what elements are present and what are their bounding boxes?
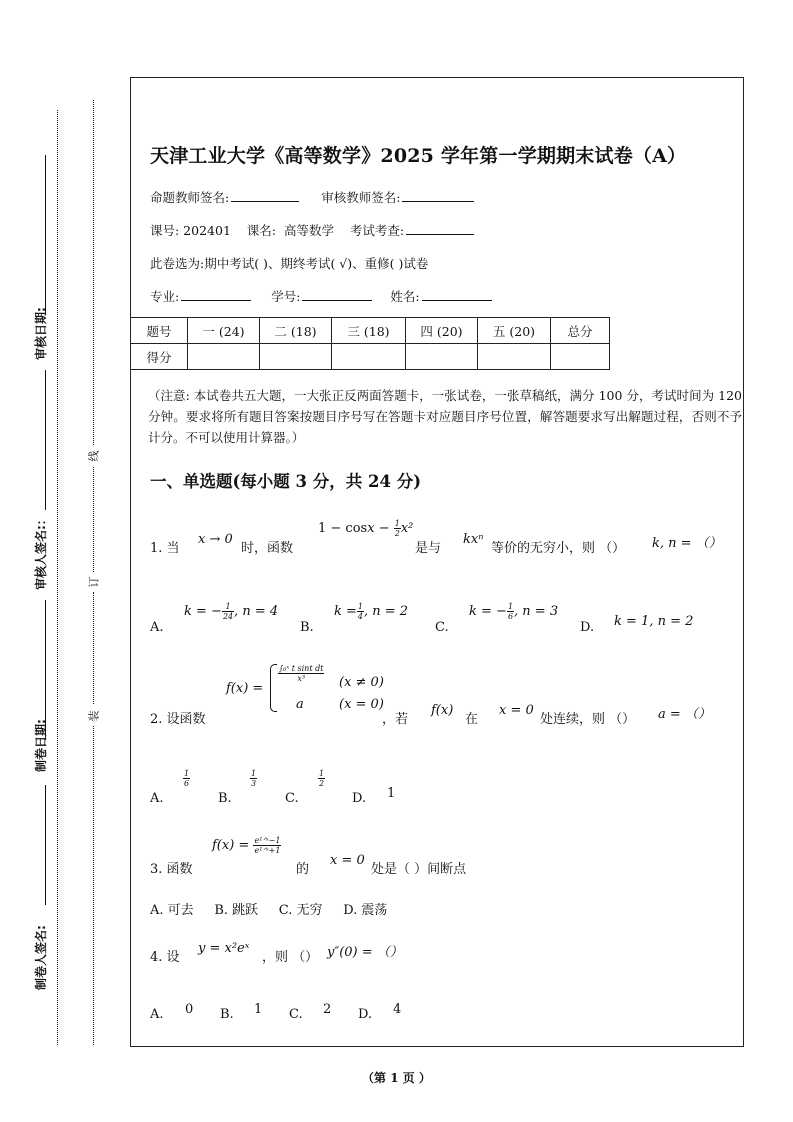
q3-fx: f(x) = — [212, 838, 250, 853]
score-cell: 得分 — [131, 344, 188, 370]
q3-function — [212, 836, 281, 855]
q1-half-den: 2 — [394, 529, 400, 538]
score-input-cell[interactable] — [478, 344, 551, 370]
score-input-cell[interactable] — [551, 344, 610, 370]
score-cell: 三 (18) — [332, 318, 406, 344]
q1-prefix: 1. 当 — [150, 541, 180, 556]
score-table-score-row — [131, 344, 610, 370]
q2-brace — [270, 664, 277, 712]
make-date-label: 制卷日期: — [34, 719, 48, 772]
binding-dotted-line-right-4 — [93, 726, 94, 1045]
binding-char-line: 线 — [87, 450, 101, 462]
student-no-label: 学号: — [271, 289, 301, 304]
q1-a-tail: , n = 4 — [234, 604, 279, 619]
q3-prefix: 3. 函数 — [150, 862, 193, 877]
q4-option-c[interactable]: 2 — [323, 1002, 332, 1017]
q4-option-c-label: C. — [289, 1007, 303, 1022]
q1-b-fraction — [357, 602, 364, 621]
q2-fx2: f(x) — [431, 703, 454, 718]
q4-prefix: 4. 设 — [150, 950, 180, 965]
q2-option-a-label: A. — [150, 791, 164, 806]
q2-a-fraction — [183, 769, 190, 788]
score-input-cell[interactable] — [332, 344, 406, 370]
score-table-header-row — [131, 318, 610, 344]
q3-den: e¹ᐟˣ+1 — [254, 846, 281, 855]
q2-option-b[interactable] — [250, 769, 257, 788]
student-info-line — [150, 287, 492, 305]
q2-option-d-label: D. — [352, 791, 367, 806]
q1-b-den: 4 — [357, 612, 363, 621]
q1-option-c[interactable] — [469, 602, 558, 621]
q3-de: 的 — [296, 862, 310, 877]
q4-option-a[interactable]: 0 — [185, 1002, 194, 1017]
q1-c-fraction — [507, 602, 514, 621]
score-cell: 总分 — [551, 318, 610, 344]
q2-c-num: 1 — [319, 769, 325, 778]
q2-top-cond: (x ≠ 0) — [339, 675, 384, 690]
student-no-blank[interactable] — [302, 288, 372, 301]
q2-ruo: ，若 — [382, 712, 409, 727]
exam-type-line: 此卷选为:期中考试( )、期终考试( √)、重修( )试卷 — [150, 256, 429, 271]
q1-func-part: 1 − cos — [318, 521, 368, 536]
q1-a-fraction — [222, 602, 234, 621]
reviewer-sign-label: 审核人签名:： — [34, 513, 48, 590]
q2-top-den: x³ — [297, 674, 306, 683]
score-table — [130, 317, 610, 370]
q2-option-d[interactable]: 1 — [387, 786, 396, 801]
q1-kxn: kxⁿ — [463, 532, 484, 547]
q1-option-c-label: C. — [435, 620, 449, 635]
q2-option-c[interactable] — [318, 769, 325, 788]
q4-option-b[interactable]: 1 — [254, 1002, 263, 1017]
q1-c-tail: , n = 3 — [514, 604, 559, 619]
exam-type-blank[interactable] — [406, 222, 474, 235]
q2-option-a[interactable] — [183, 769, 190, 788]
q2-a-num: 1 — [184, 769, 190, 778]
binding-solid-line-top — [45, 155, 46, 315]
q4-option-d[interactable]: 4 — [393, 1002, 402, 1017]
checker-label: 审核教师签名: — [321, 190, 401, 205]
q4-mid: ，则 （） — [262, 950, 319, 965]
exam-title: 天津工业大学《高等数学》2025 学年第一学期期末试卷（A） — [150, 145, 687, 167]
q2-top-fraction — [278, 664, 324, 683]
major-blank[interactable] — [181, 288, 251, 301]
q4-ask: y″(0) = （） — [327, 945, 403, 960]
q2-b-num: 1 — [251, 769, 257, 778]
q1-c-den: 6 — [507, 612, 514, 621]
q1-mid3: 等价的无穷小，则 （） — [491, 541, 626, 556]
name-blank[interactable] — [422, 288, 492, 301]
section-1-heading: 一、单选题(每小题 3 分，共 24 分) — [150, 472, 422, 491]
q1-func-var: x — [367, 521, 375, 536]
q2-c-den: 2 — [319, 779, 325, 788]
q1-half-fraction — [394, 519, 401, 538]
q1-option-b-label: B. — [300, 620, 314, 635]
binding-char-ding: 订 — [87, 576, 101, 588]
q1-func-x2: x² — [400, 521, 414, 536]
q2-x0: x = 0 — [499, 703, 534, 718]
name-label: 姓名: — [390, 289, 420, 304]
q4-option-d-label: D. — [358, 1007, 373, 1022]
major-label: 专业: — [150, 289, 180, 304]
binding-dotted-line-left — [57, 110, 58, 1045]
q2-a-den: 6 — [184, 779, 190, 788]
binding-solid-line-4 — [45, 785, 46, 905]
checker-sign-blank[interactable] — [402, 189, 474, 202]
q1-option-d-label: D. — [580, 620, 595, 635]
q1-option-d[interactable]: k = 1, n = 2 — [614, 614, 694, 629]
course-info: 课号: 202401 课名: 高等数学 考试考查: — [150, 223, 405, 238]
q2-b-fraction — [250, 769, 257, 788]
q3-options[interactable]: A. 可去 B. 跳跃 C. 无穷 D. 震荡 — [150, 903, 388, 918]
q1-function — [318, 519, 413, 538]
q1-func-minus: − — [374, 521, 394, 536]
binding-dotted-line-right-3 — [93, 592, 94, 704]
binding-solid-line-2 — [45, 370, 46, 510]
q1-mid2: 是与 — [415, 541, 442, 556]
q3-tail: 处是（ ）间断点 — [371, 862, 467, 877]
q2-top-expr — [278, 664, 324, 683]
q1-option-b[interactable] — [334, 602, 408, 621]
q1-a-num: 1 — [222, 602, 234, 612]
q2-tail: 处连续，则 （） — [540, 712, 636, 727]
q2-option-b-label: B. — [218, 791, 232, 806]
binding-char-zhuang: 装 — [87, 710, 101, 722]
q2-prefix: 2. 设函数 — [150, 712, 206, 727]
score-cell: 四 (20) — [406, 318, 478, 344]
q1-mid1: 时，函数 — [241, 541, 294, 556]
q1-option-a[interactable] — [184, 602, 278, 621]
q2-ask: a = （） — [658, 707, 711, 722]
q4-option-b-label: B. — [220, 1007, 234, 1022]
q1-half-num: 1 — [394, 519, 400, 528]
score-cell: 一 (24) — [188, 318, 260, 344]
q1-a-den: 24 — [222, 612, 234, 621]
q1-b-num: 1 — [357, 602, 363, 611]
q3-x0: x = 0 — [330, 853, 365, 868]
q1-c-math: k = − — [469, 604, 507, 619]
q1-ask: k, n = （） — [652, 536, 722, 551]
q2-bottom-val: a — [296, 697, 304, 712]
proposer-label: 命题教师签名: — [150, 190, 230, 205]
q2-b-den: 3 — [251, 779, 257, 788]
proposer-line — [150, 188, 474, 206]
q1-a-math: k = − — [184, 604, 222, 619]
score-cell: 题号 — [131, 318, 188, 344]
q1-condition: x → 0 — [198, 532, 233, 547]
exam-notice: （注意: 本试卷共五大题，一大张正反两面答题卡，一张试卷，一张草稿纸，满分 100 分，考试时间为 120 分钟。要求将所有题目答案按题目序号写在答题卡对应题目序号位置，解答题要求写出解题过程，否则不予计分。不可以使用计算器。） — [148, 388, 742, 445]
q1-c-num: 1 — [507, 602, 514, 611]
q3-fraction — [253, 836, 281, 855]
q1-option-a-label: A. — [150, 620, 164, 635]
score-cell: 五 (20) — [478, 318, 551, 344]
proposer-sign-blank[interactable] — [231, 189, 299, 202]
q2-top-num: ∫₀ˣ t sint dt — [279, 664, 324, 673]
page-number: （第 1 页 ） — [362, 1071, 431, 1085]
binding-dotted-line-right — [93, 100, 94, 445]
course-line — [150, 221, 474, 239]
maker-sign-label: 制卷人签名: — [34, 925, 48, 990]
score-cell: 二 (18) — [260, 318, 332, 344]
q2-c-fraction — [318, 769, 325, 788]
binding-dotted-line-right-2 — [93, 467, 94, 572]
q4-option-a-label: A. — [150, 1007, 164, 1022]
q1-b-tail: , n = 2 — [364, 604, 409, 619]
q2-fx: f(x) = — [226, 681, 264, 696]
score-input-cell[interactable] — [406, 344, 478, 370]
review-date-label: 审核日期: — [34, 307, 48, 360]
q1-b-math: k = — [334, 604, 357, 619]
q2-option-c-label: C. — [285, 791, 299, 806]
score-input-cell[interactable] — [188, 344, 260, 370]
q3-num: e¹ᐟˣ−1 — [254, 836, 281, 845]
q2-zai: 在 — [465, 712, 479, 727]
q4-y: y = x²eˣ — [198, 941, 250, 956]
score-input-cell[interactable] — [260, 344, 332, 370]
q2-bottom-cond: (x = 0) — [339, 697, 384, 712]
